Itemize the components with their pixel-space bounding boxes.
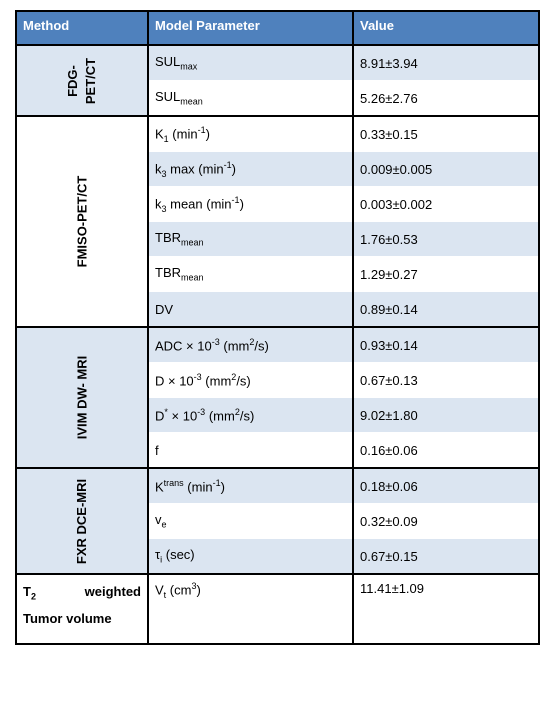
header-method: Method bbox=[16, 11, 148, 45]
value-dstar: 9.02±1.80 bbox=[353, 398, 539, 433]
value-sulmax: 8.91±3.94 bbox=[353, 45, 539, 81]
table-row bbox=[16, 327, 539, 363]
param-ve: $v_e$ bbox=[148, 504, 353, 539]
value-taui: 0.67±0.15 bbox=[353, 539, 539, 575]
group-t2-label-b: Tumor volume bbox=[23, 610, 112, 626]
table-row bbox=[16, 468, 539, 504]
group-ivim-label: IVIM DW- MRI bbox=[74, 355, 90, 440]
value-d: 0.67±0.13 bbox=[353, 363, 539, 398]
param-taui: $\tau_i$ (sec) bbox=[148, 539, 353, 575]
group-fxr bbox=[16, 468, 148, 574]
header-value: Value bbox=[353, 11, 539, 45]
value-dv: 0.89±0.14 bbox=[353, 292, 539, 328]
value-k3mean: 0.003±0.002 bbox=[353, 187, 539, 222]
value-sulmean: 5.26±2.76 bbox=[353, 81, 539, 117]
param-k1: $K_1$ $(\min^{-1})$ bbox=[148, 116, 353, 152]
param-tbrmean-1: $TBR_{mean}$ bbox=[148, 222, 353, 257]
group-fmiso-label: FMISO-PET/CT bbox=[74, 175, 90, 268]
param-vt: $V_t$ $(cm^3)$ bbox=[148, 574, 353, 644]
group-t2-label-weighted: weighted bbox=[84, 584, 141, 599]
value-ve: 0.32±0.09 bbox=[353, 504, 539, 539]
group-fmiso bbox=[16, 116, 148, 327]
value-tbrmean-1: 1.76±0.53 bbox=[353, 222, 539, 257]
table-row bbox=[16, 574, 539, 644]
param-sulmean: $SUL_{mean}$ bbox=[148, 81, 353, 117]
value-ktrans: 0.18±0.06 bbox=[353, 468, 539, 504]
group-fdg-label-a: FDG- bbox=[64, 64, 80, 97]
param-dv: DV bbox=[148, 292, 353, 328]
table-row bbox=[16, 116, 539, 152]
group-fdg-label-b: PET/CT bbox=[82, 57, 98, 104]
group-fdg bbox=[16, 45, 148, 116]
group-t2: $T_2$ weighted Tumor volume bbox=[16, 574, 148, 644]
param-k3max: $k_3$ $\max (\min^{-1})$ bbox=[148, 152, 353, 187]
value-vt: 11.41±1.09 bbox=[353, 574, 539, 644]
param-dstar: $D^* \times 10^{-3}$ $(mm^2/s)$ bbox=[148, 398, 353, 433]
group-t2-label-a: T bbox=[23, 584, 31, 599]
group-ivim bbox=[16, 327, 148, 468]
header-parameter: Model Parameter bbox=[148, 11, 353, 45]
param-tbrmean-2: $TBR_{mean}$ bbox=[148, 257, 353, 292]
results-table bbox=[15, 10, 540, 645]
param-ktrans: $K^{trans}$ $(\min^{-1})$ bbox=[148, 468, 353, 504]
value-tbrmean-2: 1.29±0.27 bbox=[353, 257, 539, 292]
value-k3max: 0.009±0.005 bbox=[353, 152, 539, 187]
param-d: $D \times 10^{-3}$ $(mm^2/s)$ bbox=[148, 363, 353, 398]
param-sulmax: $SUL_{max}$ bbox=[148, 45, 353, 81]
value-k1: 0.33±0.15 bbox=[353, 116, 539, 152]
header-row bbox=[16, 11, 539, 45]
value-adc: 0.93±0.14 bbox=[353, 327, 539, 363]
group-fxr-label: FXR DCE-MRI bbox=[74, 478, 90, 564]
value-f: 0.16±0.06 bbox=[353, 433, 539, 469]
param-adc: ADC × $10^{-3}$ $(mm^2/s)$ bbox=[148, 327, 353, 363]
param-f: f bbox=[148, 433, 353, 469]
table-row bbox=[16, 45, 539, 81]
param-k3mean: $k_3$ mean $(\min^{-1})$ bbox=[148, 187, 353, 222]
